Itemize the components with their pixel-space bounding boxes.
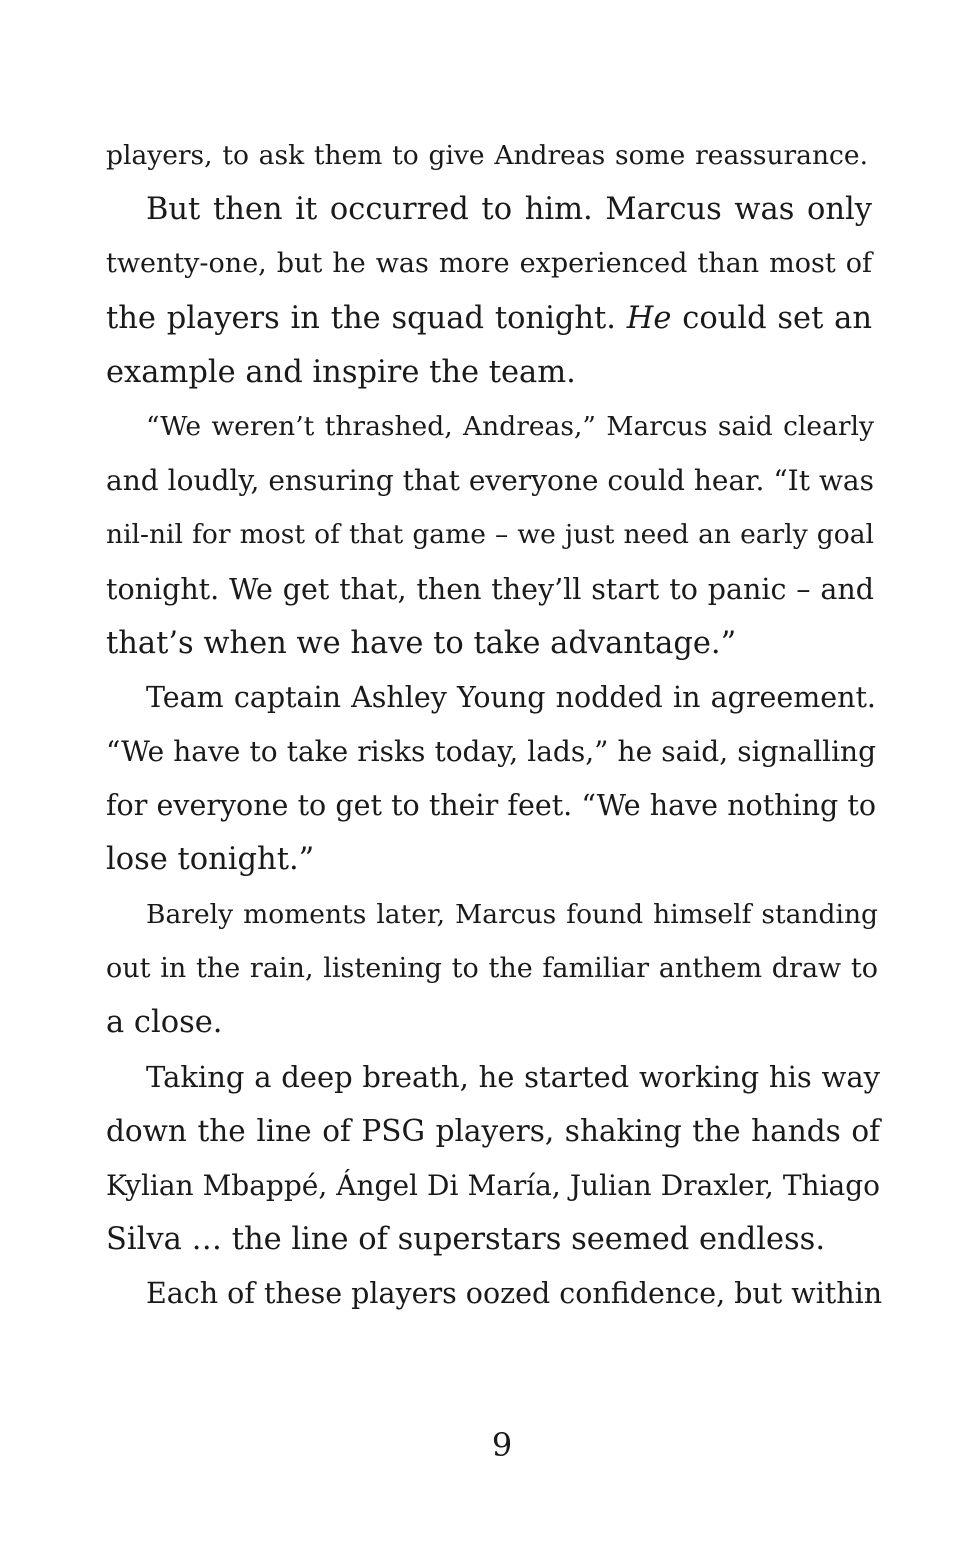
text-line: for everyone to get to their feet. “We have nothing to: [106, 789, 876, 823]
text-line: Kylian Mbappé, Ángel Di María, Julian Draxler, Thiago: [106, 1168, 880, 1202]
text-line: But then it occurred to him. Marcus was only: [146, 192, 872, 228]
text-line: example and inspire the team.: [106, 354, 576, 390]
text-line: twenty-one, but he was more experienced than most of: [106, 248, 872, 280]
text-line: “We have to take risks today, lads,” he said, signalling: [106, 735, 876, 769]
text-line: down the line of PSG players, shaking the hands of: [106, 1114, 880, 1149]
text-line: lose tonight.”: [106, 842, 315, 878]
text-line: “We weren’t thrashed, Andreas,” Marcus said clearly: [146, 410, 874, 442]
text-line: Barely moments later, Marcus found himself standing: [146, 898, 878, 930]
text-fragment: the players in the squad tonight.: [106, 300, 616, 336]
text-line: [106, 292, 872, 346]
text-line: that’s when we have to take advantage.”: [106, 625, 737, 661]
text-fragment: could set an: [682, 300, 872, 336]
text-line: nil-nil for most of that game – we just need an early goal: [106, 519, 874, 551]
text-line: and loudly, ensuring that everyone could hear. “It was: [106, 464, 874, 498]
text-line: out in the rain, listening to the familiar anthem draw to: [106, 952, 878, 984]
text-line: Silva … the line of superstars seemed endless.: [106, 1221, 826, 1257]
text-line: players, to ask them to give Andreas some reassurance.: [106, 140, 868, 171]
text-line: tonight. We get that, then they’ll start to panic – and: [106, 572, 874, 606]
text-line: a close.: [106, 1005, 223, 1040]
page-number: 9: [491, 1426, 513, 1464]
body-text: [106, 129, 882, 1321]
emphasis-word: He: [626, 300, 672, 336]
text-line: Taking a deep breath, he started working his way: [146, 1060, 880, 1095]
text-line: Each of these players oozed confidence, but within: [146, 1276, 883, 1310]
text-line: Team captain Ashley Young nodded in agreement.: [146, 680, 876, 714]
